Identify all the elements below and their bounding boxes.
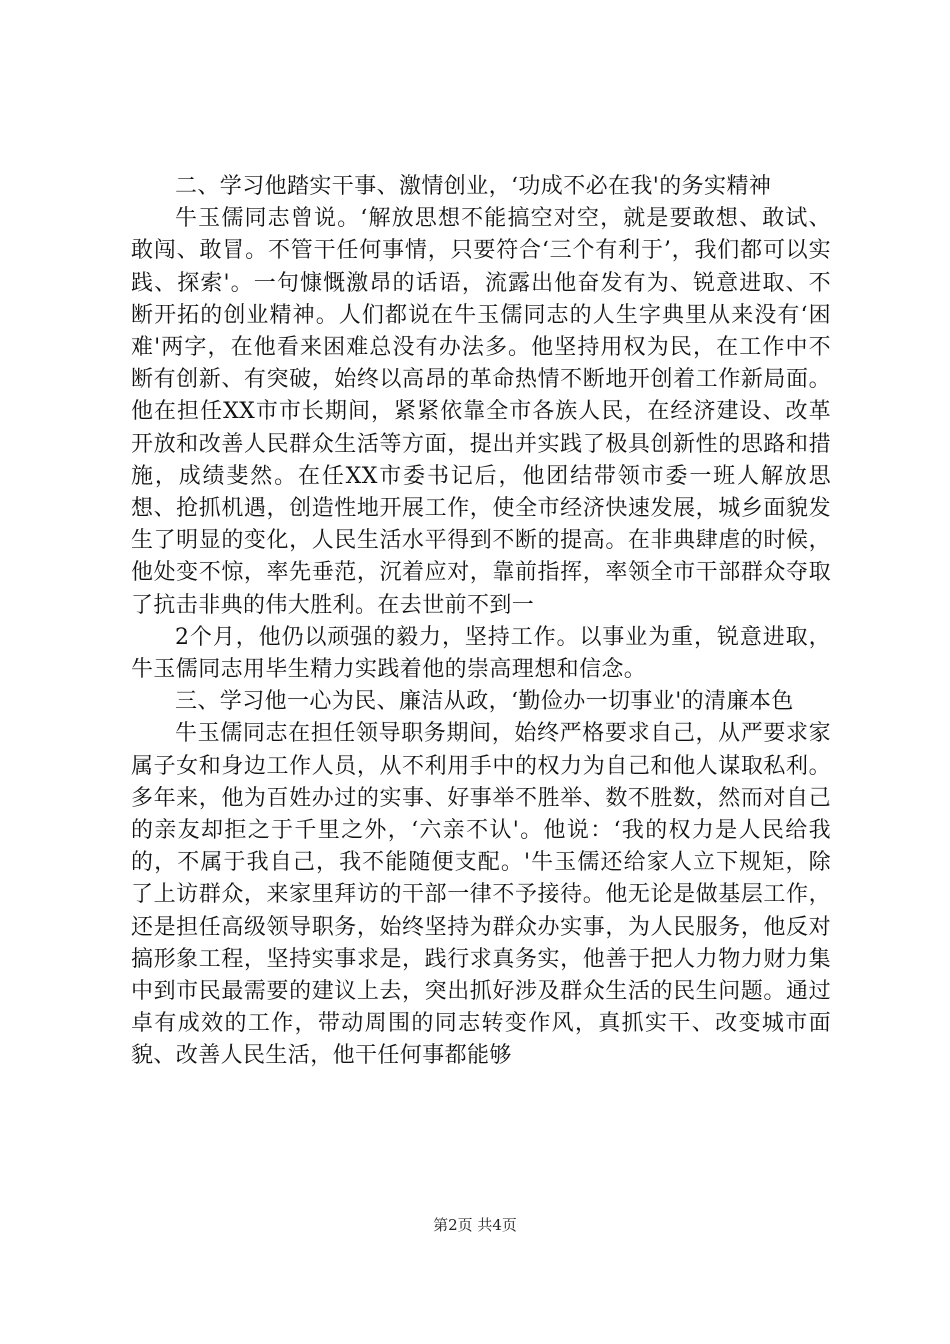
section-heading-3: 三、学习他一心为民、廉洁从政，‘勤俭办一切事业'的清廉本色 [175,689,794,715]
section-heading-2: 二、学习他踏实干事、激情创业，‘功成不必在我'的务实精神 [175,174,772,199]
document-body [131,171,831,1073]
body-paragraph: 牛玉儒同志曾说。‘解放思想不能搞空对空，就是要敢想、敢试、敢闯、敢冒。不管干任何事情，只要符合‘三个有利于’，我们都可以实践、探索'。一句慷慨激昂的话语，流露出他奋发有为、锐意进取、不断开拓的创业精神。人们都说在牛玉儒同志的人生字典里从来没有‘困难'两字，在他看来困难总没有办法多。他坚持用权为民，在工作中不断有创新、有突破，始终以高昂的革命热情不断地开创着工作新局面。他在担任XX市市长期间，紧紧依靠全市各族人民，在经济建设、改革开放和改善人民群众生活等方面，提出并实践了极具创新性的思路和措施，成绩斐然。在任XX市委书记后，他团结带领市委一班人解放思想、抢抓机遇，创造性地开展工作，使全市经济快速发展，城乡面貌发生了明显的变化，人民生活水平得到不断的提高。在非典肆虐的时候，他处变不惊，率先垂范，沉着应对，靠前指挥，率领全市干部群众夺取了抗击非典的伟大胜利。在去世前不到一 [131,206,831,618]
body-paragraph: 牛玉儒同志在担任领导职务期间，始终严格要求自己，从严要求家属子女和身边工作人员，从不利用手中的权力为自己和他人谋取私利。多年来，他为百姓办过的实事、好事举不胜举、数不胜数，然而对自己的亲友却拒之于千里之外，‘六亲不认'。他说：‘我的权力是人民给我的，不属于我自己，我不能随便支配。'牛玉儒还给家人立下规矩，除了上访群众，来家里拜访的干部一律不予接待。他无论是做基层工作，还是担任高级领导职务，始终坚持为群众办实事，为人民服务，他反对搞形象工程，坚持实事求是，践行求真务实，他善于把人力物力财力集中到市民最需要的建议上去，突出抓好涉及群众生活的民生问题。通过卓有成效的工作，带动周围的同志转变作风，真抓实干、改变城市面貌、改善人民生活，他干任何事都能够 [131,721,831,1069]
body-paragraph: 2个月，他仍以顽强的毅力，坚持工作。以事业为重，锐意进取，牛玉儒同志用毕生精力实践着他的崇高理想和信念。 [131,624,831,683]
page-footer: 第2页 共4页 [433,1216,517,1234]
